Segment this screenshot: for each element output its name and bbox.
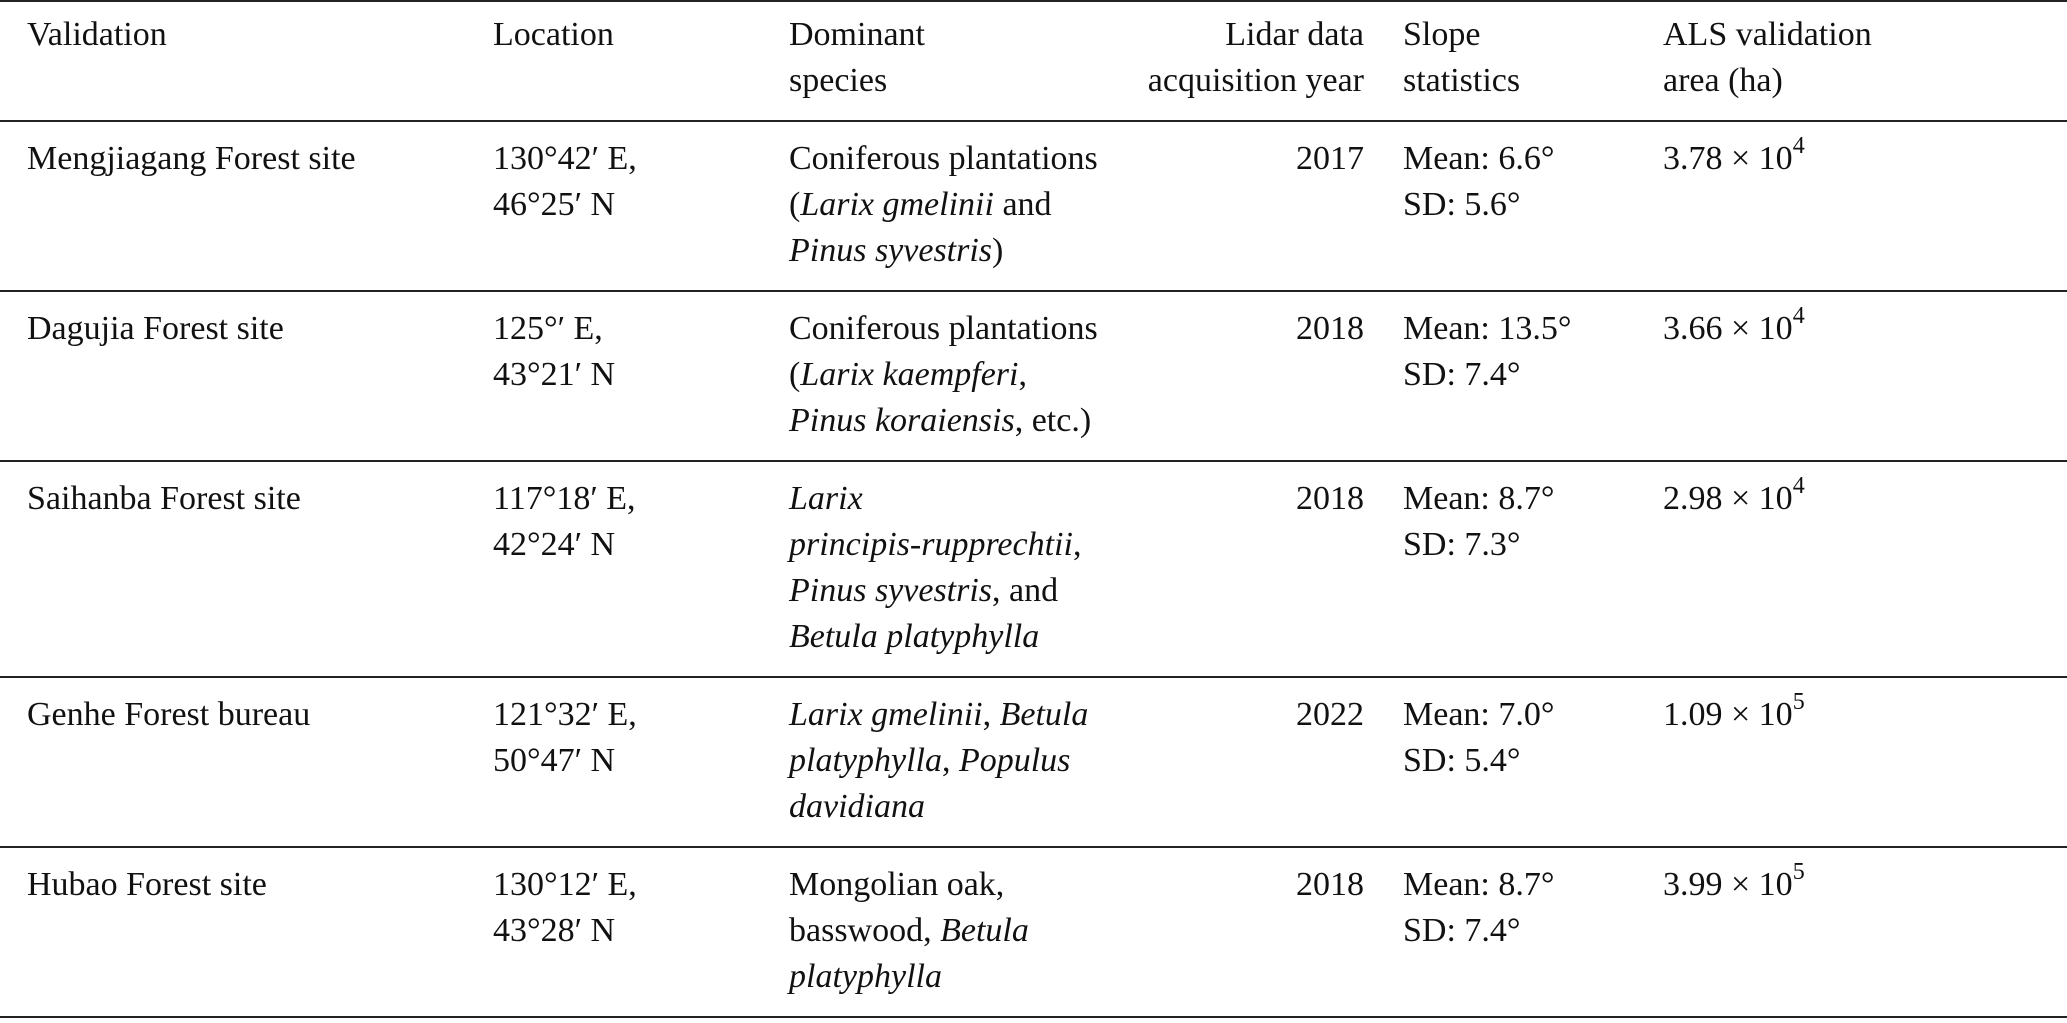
slope-line: Mean: 7.0° — [1403, 696, 1555, 733]
als-area-value — [1663, 302, 2067, 352]
area-mantissa: 1.09 × 10 — [1663, 696, 1793, 733]
species-text: Coniferous plantations — [789, 140, 1098, 177]
cell-als-area — [1663, 291, 2067, 461]
area-mantissa: 3.78 × 10 — [1663, 140, 1793, 177]
cell-location — [493, 291, 789, 461]
species-text: ) — [992, 232, 1004, 269]
cell-dominant-species — [789, 461, 1089, 677]
header-text-line: Dominant — [789, 16, 925, 53]
als-area-value — [1663, 858, 2067, 908]
cell-site-name — [0, 677, 493, 847]
species-text: basswood, — [789, 912, 941, 949]
species-line — [789, 136, 1098, 182]
species-text: , — [941, 742, 959, 779]
species-name-italic: Larix kaempferi — [800, 356, 1019, 393]
species-name-italic: Betula — [999, 696, 1089, 733]
cell-dominant-species — [789, 677, 1089, 847]
cell-dominant-species — [789, 291, 1098, 461]
slope-line: SD: 7.4° — [1403, 356, 1521, 393]
species-name-italic: Populus — [958, 742, 1071, 779]
site-name: Saihanba Forest site — [27, 480, 301, 517]
species-line — [789, 862, 1089, 908]
cell-als-area — [1663, 847, 2067, 1017]
area-exponent: 5 — [1792, 688, 1805, 715]
slope-line: SD: 5.6° — [1403, 186, 1521, 223]
site-name: Genhe Forest bureau — [27, 696, 311, 733]
cell-site-name — [0, 121, 493, 291]
location-line: 50°47′ N — [493, 742, 616, 779]
cell-lidar-year — [1089, 461, 1364, 677]
species-name-italic: Larix — [789, 480, 863, 517]
area-exponent: 4 — [1792, 302, 1805, 329]
species-name-italic: Betula platyphylla — [789, 618, 1040, 655]
header-als-area — [1663, 1, 2067, 121]
species-name-italic: Pinus syvestris — [789, 232, 993, 269]
lidar-year: 2018 — [1296, 310, 1364, 347]
location-line: 117°18′ E, — [493, 480, 636, 517]
lidar-year: 2018 — [1296, 866, 1364, 903]
cell-site-name — [0, 461, 493, 677]
slope-line: SD: 5.4° — [1403, 742, 1521, 779]
cell-als-area — [1663, 677, 2067, 847]
species-text: ( — [789, 186, 801, 223]
species-name-italic: Larix gmelinii — [800, 186, 994, 223]
location-line: 43°28′ N — [493, 912, 616, 949]
area-exponent: 5 — [1792, 858, 1805, 885]
cell-location — [493, 677, 789, 847]
location-line: 121°32′ E, — [493, 696, 637, 733]
site-name: Hubao Forest site — [27, 866, 267, 903]
slope-line: Mean: 8.7° — [1403, 480, 1555, 517]
location-line: 43°21′ N — [493, 356, 616, 393]
species-text: Coniferous plantations — [789, 310, 1098, 347]
header-text-line: Validation — [27, 16, 167, 53]
cell-als-area — [1663, 121, 2067, 291]
location-line: 125°′ E, — [493, 310, 603, 347]
header-validation — [0, 1, 493, 121]
species-text: and — [993, 186, 1052, 223]
header-text-line: area (ha) — [1663, 62, 1783, 99]
header-text-line: acquisition year — [1147, 62, 1364, 99]
species-name-italic: Betula — [940, 912, 1029, 949]
header-slope-statistics — [1364, 1, 1663, 121]
header-location — [493, 1, 789, 121]
site-name: Dagujia Forest site — [27, 310, 284, 347]
table-row — [0, 291, 2067, 461]
location-line: 42°24′ N — [493, 526, 616, 563]
species-line — [789, 908, 1089, 954]
species-line — [789, 738, 1089, 784]
site-name: Mengjiagang Forest site — [27, 140, 356, 177]
lidar-year: 2022 — [1296, 696, 1364, 733]
cell-als-area — [1663, 461, 2067, 677]
species-line — [789, 306, 1098, 352]
species-text: , — [1072, 526, 1082, 563]
cell-lidar-year — [1089, 677, 1364, 847]
species-line — [789, 784, 1089, 830]
header-lidar-year — [1089, 1, 1364, 121]
als-area-value — [1663, 688, 2067, 738]
als-area-value — [1663, 132, 2067, 182]
species-name-italic: platyphylla — [789, 958, 942, 995]
slope-line: Mean: 6.6° — [1403, 140, 1555, 177]
table-row — [0, 461, 2067, 677]
area-mantissa: 3.66 × 10 — [1663, 310, 1793, 347]
species-line — [789, 522, 1089, 568]
location-line: 130°42′ E, — [493, 140, 637, 177]
cell-slope-statistics — [1364, 847, 1663, 1017]
species-line — [789, 182, 1089, 228]
species-line — [789, 568, 1089, 614]
species-line — [789, 614, 1089, 660]
location-line: 130°12′ E, — [493, 866, 637, 903]
species-name-italic: principis-rupprechtii — [789, 526, 1073, 563]
area-mantissa: 2.98 × 10 — [1663, 480, 1793, 517]
species-text: , — [1018, 356, 1027, 393]
cell-lidar-year — [1089, 121, 1364, 291]
species-line — [789, 398, 1092, 444]
slope-line: Mean: 13.5° — [1403, 310, 1572, 347]
cell-location — [493, 461, 789, 677]
species-name-italic: Pinus koraiensis — [789, 402, 1015, 439]
header-text-line: species — [789, 62, 888, 99]
cell-lidar-year — [1089, 847, 1364, 1017]
slope-line: SD: 7.3° — [1403, 526, 1521, 563]
species-line — [789, 476, 1089, 522]
cell-slope-statistics — [1364, 121, 1663, 291]
species-line — [789, 352, 1089, 398]
cell-slope-statistics — [1364, 291, 1663, 461]
species-name-italic: platyphylla — [789, 742, 942, 779]
table-header — [0, 1, 2067, 121]
cell-slope-statistics — [1364, 461, 1663, 677]
species-text: ( — [789, 356, 801, 393]
header-text-line: Lidar data — [1225, 16, 1364, 53]
cell-dominant-species — [789, 847, 1089, 1017]
species-text: , — [982, 696, 1000, 733]
cell-location — [493, 847, 789, 1017]
cell-slope-statistics — [1364, 677, 1663, 847]
species-line — [789, 692, 1089, 738]
slope-line: Mean: 8.7° — [1403, 866, 1555, 903]
cell-location — [493, 121, 789, 291]
species-text: Mongolian oak, — [789, 866, 1005, 903]
table-row — [0, 847, 2067, 1017]
species-name-italic: Larix gmelinii — [789, 696, 983, 733]
lidar-year: 2017 — [1296, 140, 1364, 177]
table-row — [0, 677, 2067, 847]
cell-site-name — [0, 847, 493, 1017]
header-dominant-species — [789, 1, 1089, 121]
header-text-line: ALS validation — [1663, 16, 1872, 53]
header-text-line: Location — [493, 16, 614, 53]
table-row — [0, 121, 2067, 291]
area-exponent: 4 — [1792, 472, 1805, 499]
cell-lidar-year — [1089, 291, 1364, 461]
location-line: 46°25′ N — [493, 186, 616, 223]
species-line — [789, 228, 1089, 274]
species-text: , and — [992, 572, 1059, 609]
species-name-italic: davidiana — [789, 788, 925, 825]
header-row — [0, 1, 2067, 121]
header-text-line: Slope — [1403, 16, 1481, 53]
cell-dominant-species — [789, 121, 1098, 291]
lidar-year: 2018 — [1296, 480, 1364, 517]
area-mantissa: 3.99 × 10 — [1663, 866, 1793, 903]
species-line — [789, 954, 1089, 1000]
als-area-value — [1663, 472, 2067, 522]
cell-site-name — [0, 291, 493, 461]
species-name-italic: Pinus syvestris — [789, 572, 993, 609]
species-text: , etc.) — [1014, 402, 1092, 439]
table-body — [0, 121, 2067, 1017]
header-text-line: statistics — [1403, 62, 1521, 99]
slope-line: SD: 7.4° — [1403, 912, 1521, 949]
area-exponent: 4 — [1792, 132, 1805, 159]
